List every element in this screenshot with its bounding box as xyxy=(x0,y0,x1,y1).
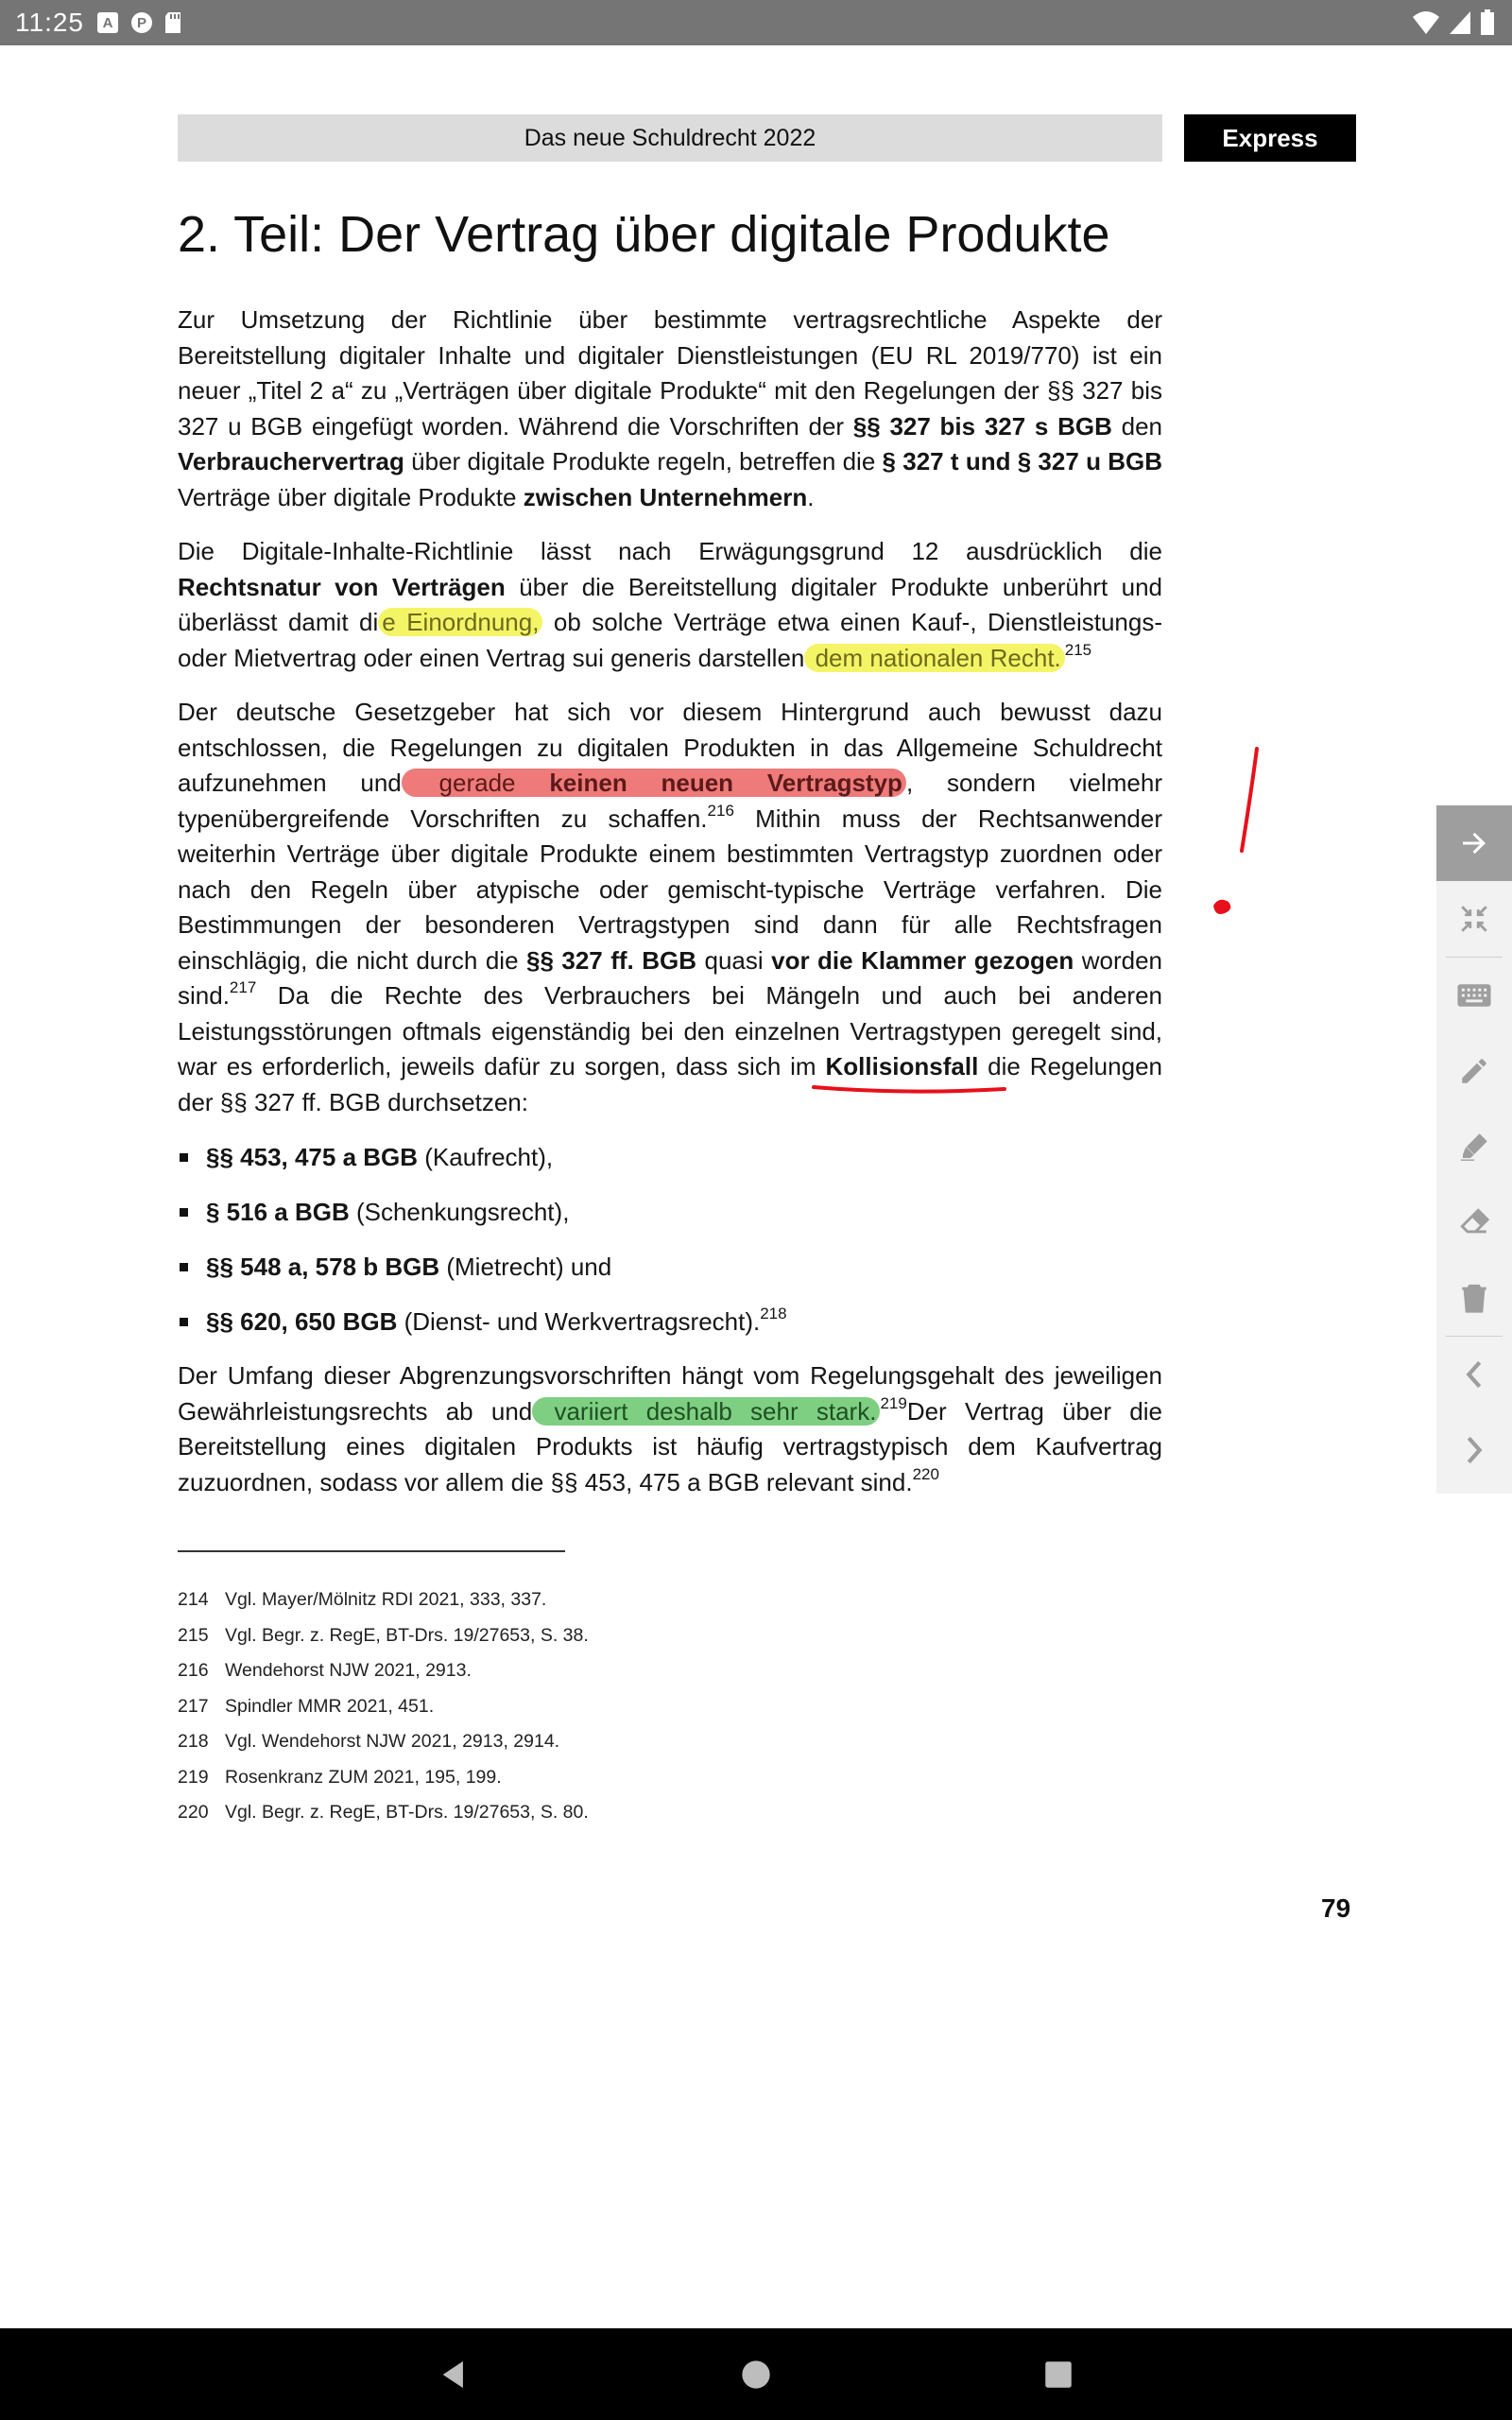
wifi-icon xyxy=(1412,9,1440,41)
arrow-right-icon[interactable] xyxy=(1436,805,1512,881)
body-text xyxy=(178,302,1162,1519)
keyboard-icon[interactable] xyxy=(1436,958,1512,1033)
text-icon: A xyxy=(97,12,118,33)
footnote-ref: 219 xyxy=(880,1393,907,1412)
paragraph-4: Der Umfang dieser Abgrenzungsvorschriften hängt vom Regelungsgehalt des jeweiligen Gewährleistungsrechts ab und variiert deshalb sehr stark. $^{219}$Der Vertrag über die Bereitstellung eines digitalen Produkts ist häufig vertragstypisch dem Kaufvertrag zuzuordnen, sodass vor allem die §§ 453, 475 a BGB relevant sind.$^{220}$ xyxy=(178,1361,1162,1496)
pen-icon[interactable] xyxy=(1436,1033,1512,1109)
document-page[interactable] xyxy=(0,45,1436,2328)
recents-icon[interactable] xyxy=(1021,2337,1096,2412)
footnote-ref: 217 xyxy=(229,978,257,996)
footnote: 218 Vgl. Wendehorst NJW 2021, 2913, 2914. xyxy=(178,1731,560,1752)
paragraph-1: Zur Umsetzung der Richtlinie über bestimmte vertragsrechtliche Aspekte der Bereitstellung digitaler Inhalte und digitaler Dienstleistungen (EU RL 2019/770) ist ein neuer „Titel 2 a“ zu „Verträgen über digitale Produkte“ mit den Regelungen der §§ 327 bis 327 u BGB eingefügt worden. Während die Vorschriften der §§ 327 bis 327 s BGB den Verbrauchervertrag über digitale Produkte regeln, betreffen die § 327 t und § 327 u BGB Verträge über digitale Produkte zwischen Unternehmern. xyxy=(178,305,1162,511)
status-time: 11:25 xyxy=(15,8,84,37)
home-icon[interactable] xyxy=(718,2337,794,2412)
footnote: 214 Vgl. Mayer/Mölnitz RDI 2021, 333, 337. xyxy=(178,1589,547,1610)
trash-icon[interactable] xyxy=(1436,1260,1512,1336)
highlight-green-variiert[interactable]: variiert deshalb sehr stark. xyxy=(532,1397,880,1426)
footnote: 215 Vgl. Begr. z. RegE, BT-Drs. 19/27653, S. 38. xyxy=(178,1624,589,1646)
footnotes xyxy=(178,1582,589,1831)
footnote-ref: 220 xyxy=(912,1464,939,1483)
chevron-right-icon[interactable] xyxy=(1436,1412,1512,1488)
footnote: 216 Wendehorst NJW 2021, 2913. xyxy=(178,1660,472,1681)
chevron-left-icon[interactable] xyxy=(1436,1337,1512,1412)
annotation-toolbar xyxy=(1436,805,1512,1494)
list-item: § 516 a BGB (Schenkungsrecht), xyxy=(178,1194,1162,1230)
eraser-icon[interactable] xyxy=(1436,1184,1512,1260)
ink-exclamation-mark[interactable] xyxy=(1210,745,1266,925)
pin-icon: P xyxy=(131,12,152,33)
highlight-red-vertragstyp[interactable]: gerade keinen neuen Vertragstyp xyxy=(402,769,906,797)
sd-card-icon xyxy=(163,11,182,34)
highlight-yellow-einordnung[interactable]: e Einordnung, xyxy=(378,608,542,636)
paragraph-2: Die Digitale-Inhalte-Richtlinie lässt nach Erwägungsgrund 12 ausdrücklich die Rechtsnatur von Verträgen über die Bereitstellung digitaler Produkte unberührt und überlässt damit di e Einordnung, ob solche Verträge etwa einen Kauf-, Dienstleistungs- oder Mietvertrag oder einen Vertrag sui generis darstellen dem nationalen Recht. $^{215}$ xyxy=(178,537,1163,672)
collapse-icon[interactable] xyxy=(1436,881,1512,957)
signal-icon xyxy=(1448,9,1472,41)
bullet-list xyxy=(178,1139,1162,1340)
footnote-ref: 216 xyxy=(707,801,734,820)
page-number: 79 xyxy=(1321,1893,1351,1923)
navigation-bar xyxy=(0,2328,1512,2420)
status-bar xyxy=(0,0,1512,45)
highlight-yellow-nationalen-recht[interactable]: dem nationalen Recht. xyxy=(804,644,1064,672)
footnote: 219 Rosenkranz ZUM 2021, 195, 199. xyxy=(178,1766,502,1788)
running-header: Das neue Schuldrecht 2022 xyxy=(178,114,1162,162)
footnote-ref: 215 xyxy=(1064,640,1092,659)
chapter-title: 2. Teil: Der Vertrag über digitale Produkte xyxy=(178,206,1110,263)
express-badge: Express xyxy=(1184,114,1356,162)
list-item: §§ 620, 650 BGB (Dienst- und Werkvertragsrecht).$^{218}$ xyxy=(178,1304,1162,1340)
paragraph-3: Der deutsche Gesetzgeber hat sich vor diesem Hintergrund auch bewusst dazu entschlossen, die Regelungen zu digitalen Produkten in das Allgemeine Schuldrecht aufzunehmen und gerade keinen neuen Vertragstyp , sondern vielmehr typenübergreifende Vorschriften zu schaffen.$^{216}$ Mithin muss der Rechtsanwender weiterhin Verträge über digitale Produkte einem bestimmten Vertragstyp zuordnen oder nach den Regeln über atypische oder gemischt-typische Verträge verfahren. Die Bestimmungen der besonderen Vertragstypen sind dann für alle Rechtsfragen einschlägig, die nicht durch die §§ 327 ff. BGB quasi vor die Klammer gezogen worden sind.$^{217}$ Da die Rechte des Verbrauchers bei Mängeln und auch bei anderen Leistungsstörungen oftmals eigenständig bei den einzelnen Vertragstypen geregelt sind, war es erforderlich, jeweils dafür zu sorgen, dass sich im Kollisionsfall die Regelungen der §§ 327 ff. BGB durchsetzen: xyxy=(178,698,1163,1116)
ink-underline-icon xyxy=(810,1081,1008,1097)
footnote: 217 Spindler MMR 2021, 451. xyxy=(178,1695,435,1717)
back-icon[interactable] xyxy=(416,2337,491,2412)
battery-icon xyxy=(1480,9,1495,41)
footnote-divider xyxy=(178,1550,565,1552)
footnote: 220 Vgl. Begr. z. RegE, BT-Drs. 19/27653, S. 80. xyxy=(178,1802,589,1823)
underline-kollisionsfall[interactable]: Kollisionsfall xyxy=(825,1049,978,1085)
list-item: §§ 453, 475 a BGB (Kaufrecht), xyxy=(178,1139,1162,1175)
highlighter-icon[interactable] xyxy=(1436,1109,1512,1184)
footnote-ref: 218 xyxy=(760,1305,787,1322)
list-item: §§ 548 a, 578 b BGB (Mietrecht) und xyxy=(178,1249,1162,1285)
